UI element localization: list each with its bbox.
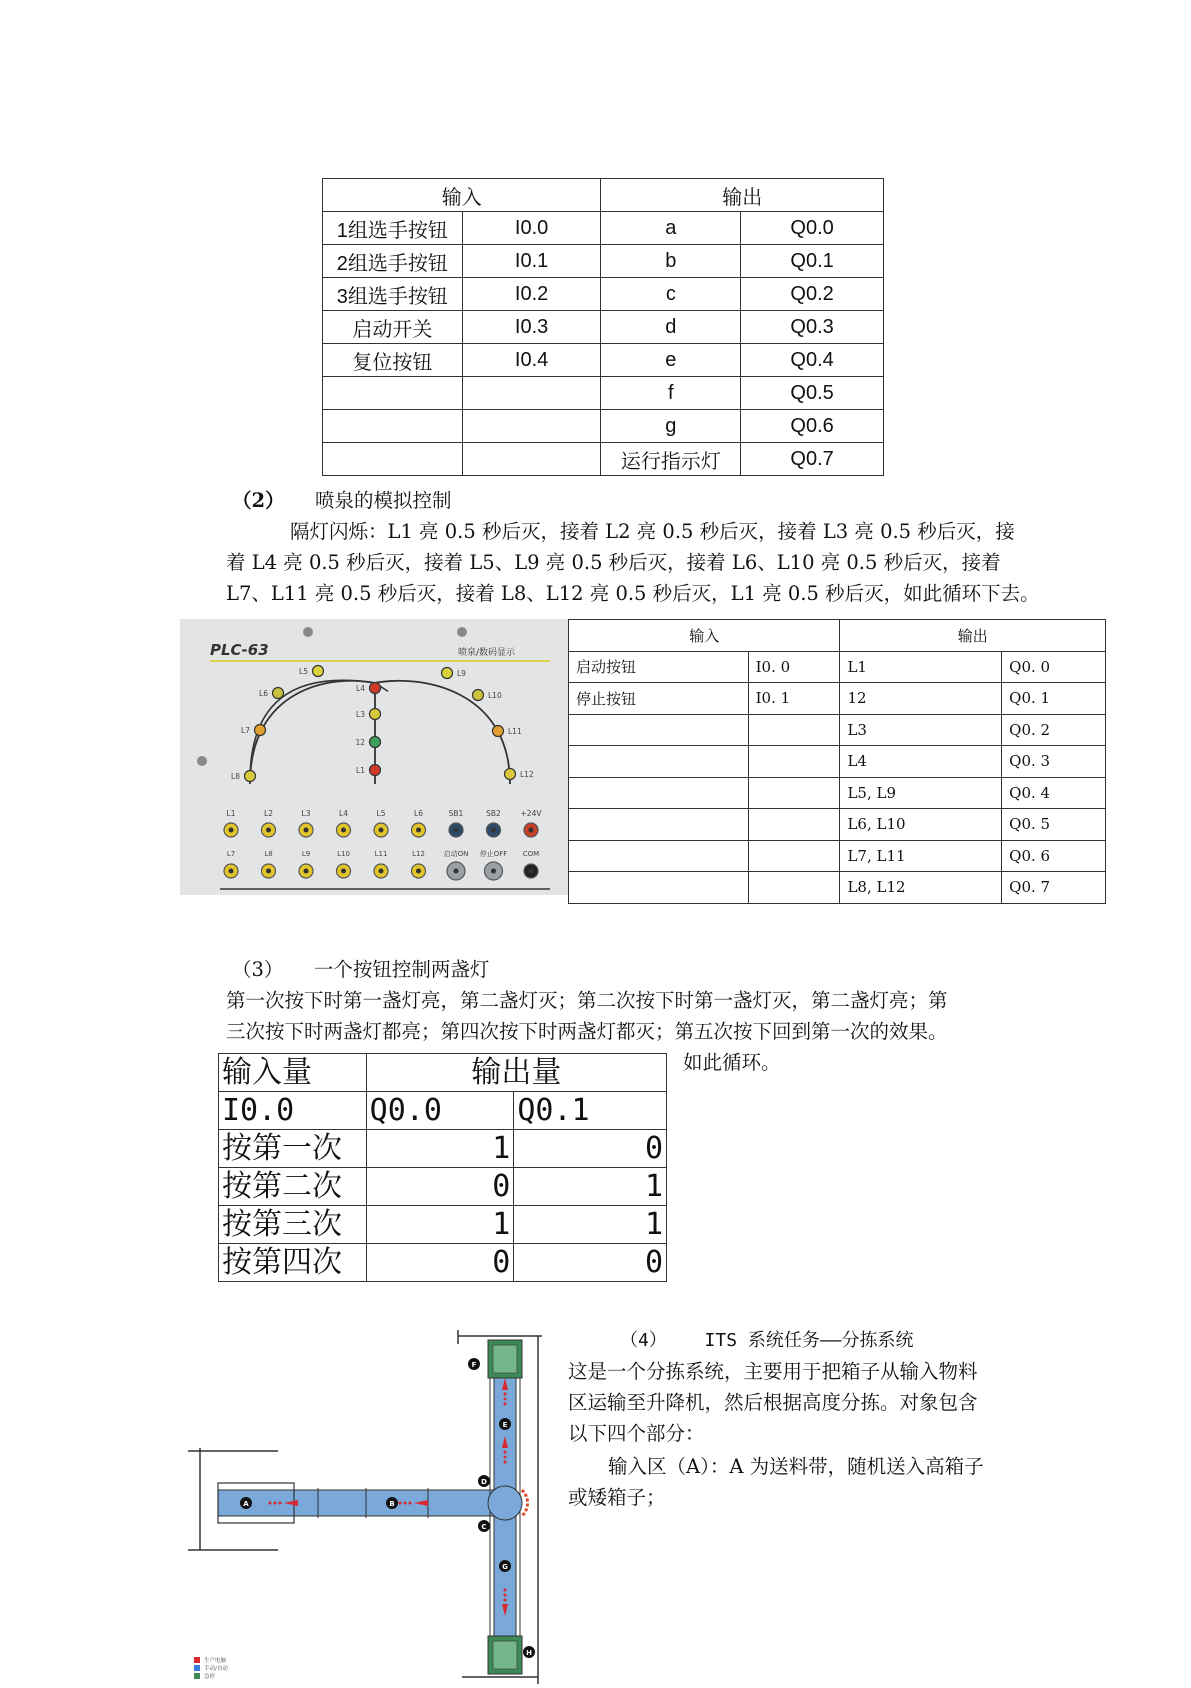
cell-in-name: 启动按钮 [569,651,749,683]
cell-out-name: L4 [840,746,1002,778]
cell-in-addr: I0.1 [462,245,601,278]
lamp-icon [505,769,516,780]
cell-out-name: L1 [840,651,1002,683]
lamp-icon [493,726,504,737]
cell-out-addr: Q0. 5 [1002,809,1106,841]
cell-in-name [569,809,749,841]
lamp-icon [273,688,284,699]
panel-subtitle: 喷泉/数码显示 [457,648,515,658]
lamp-icon [473,690,484,701]
table-row [219,1130,667,1168]
table-row [569,872,1106,904]
cell-in-addr [748,840,840,872]
marker-label: F [471,1361,477,1369]
cell-out-name: L5, L9 [840,777,1002,809]
cell-in-addr [748,777,840,809]
cell-q1: 0 [514,1244,667,1282]
cell-out-name: a [601,212,741,245]
cell-out-addr: Q0. 0 [1002,651,1106,683]
cell-in-addr: I0.3 [462,311,601,344]
section-title: ITS 系统任务——分拣系统 [704,1330,914,1351]
lamp-label: L7 [241,726,250,735]
table-row [569,651,1106,683]
section2-heading [232,485,452,516]
cell-out-name: b [601,245,741,278]
header-input: 输入 [569,620,840,652]
table-header-row [219,1054,667,1092]
lamp-icon [370,709,381,720]
cell-q0: 0 [366,1244,514,1282]
marker-label: D [481,1478,487,1486]
lamp-label: L5 [299,667,308,676]
cell-in-name [569,714,749,746]
lamp-icon [245,771,256,782]
table-row [569,714,1106,746]
table-row [219,1206,667,1244]
marker-label: B [389,1500,395,1508]
panel-drawing [180,619,568,895]
cell-out-name: 运行指示灯 [601,443,741,476]
cell-in-name: 复位按钮 [323,344,463,377]
section4-heading [620,1325,914,1356]
cell-out-addr: Q0. 7 [1002,872,1106,904]
paragraph-line: L7、L11 亮 0.5 秒后灭，接着 L8、L12 亮 0.5 秒后灭，L1 亮 0.5 秒后灭，如此循环下去。 [226,582,1040,605]
terminal-label: L6 [414,809,423,818]
cell-in-name [569,746,749,778]
section3-heading [232,954,489,985]
table-row [219,1244,667,1282]
paragraph-line: 以下四个部分： [568,1422,705,1445]
cell-q1: 0 [514,1130,667,1168]
table-row [569,777,1106,809]
sorter-drawing [188,1330,548,1684]
lamp-label: L11 [508,727,522,736]
cell-out-addr: Q0.5 [741,377,884,410]
paragraph-line: 这是一个分拣系统，主要用于把箱子从输入物料 [568,1360,978,1383]
cell-in-name: 3组选手按钮 [323,278,463,311]
cell-out-name: L6, L10 [840,809,1002,841]
marker-label: G [502,1563,508,1571]
header-output: 输出 [601,179,884,212]
sorting-system-diagram [188,1330,548,1684]
paragraph-line: 如此循环。 [683,1051,781,1074]
legend-label: 手动/自动 [204,1666,228,1672]
terminal-label: L7 [226,850,236,858]
cell-in-addr [748,872,840,904]
table-header-row [323,179,884,212]
lamp-icon [370,683,381,694]
terminal-label: L8 [264,850,273,858]
lamp-icon [370,737,381,748]
cell-label: 按第二次 [219,1168,367,1206]
cell-out-addr: Q0.2 [741,278,884,311]
cell-in-name: 启动开关 [323,311,463,344]
cell-in-name: 停止按钮 [569,683,749,715]
terminal-label: L5 [376,809,386,818]
cell-in-addr [462,410,601,443]
table-row [219,1168,667,1206]
terminal-label: 停止OFF [479,850,508,858]
table-header-row [569,620,1106,652]
lamp-label: L10 [488,691,502,700]
terminal-label: COM [522,850,540,858]
table-subheader-row [219,1092,667,1130]
marker-label: E [502,1421,508,1429]
cell-in-name [323,377,463,410]
cell-in-addr: I0. 0 [748,651,840,683]
table-row [323,245,884,278]
paragraph-line: 三次按下时两盏灯都亮；第四次按下时两盏灯都灭；第五次按下回到第一次的效果。 [226,1020,948,1043]
marker-label: C [481,1523,487,1531]
table-row [323,377,884,410]
terminal-label: L11 [374,850,388,858]
paragraph-line: 第一次按下时第一盏灯亮，第二盏灯灭；第二次按下时第一盏灯灭，第二盏灯亮；第 [226,989,948,1012]
cell-out-addr: Q0.7 [741,443,884,476]
section-title: 一个按钮控制两盏灯 [313,958,490,981]
lamp-label: 12 [355,738,365,747]
section-number: （4） [620,1330,667,1351]
cell-q0: 0 [366,1168,514,1206]
cell-out-name: e [601,344,741,377]
cell-out-name: L3 [840,714,1002,746]
cell-out-name: 12 [840,683,1002,715]
header-input: 输入量 [219,1054,367,1092]
cell-in-addr: I0.0 [462,212,601,245]
table-row [569,683,1106,715]
lamp-label: L9 [457,669,466,678]
truth-table [218,1053,667,1282]
cell-in-name [569,872,749,904]
io-table-fountain [568,619,1106,904]
table-row [569,809,1106,841]
table-row [323,311,884,344]
cell-out-addr: Q0.1 [741,245,884,278]
cell-in-name [569,777,749,809]
cell-in-addr: I0.2 [462,278,601,311]
legend-swatch [194,1665,200,1671]
marker-label: H [526,1649,532,1657]
cell-in-name [323,443,463,476]
table-row [323,278,884,311]
cell-in-addr: I0. 1 [748,683,840,715]
cell-q0: 1 [366,1130,514,1168]
paragraph-line: 隔灯闪烁：L1 亮 0.5 秒后灭，接着 L2 亮 0.5 秒后灭，接着 L3 亮 0.5 秒后灭，接 [290,520,1015,543]
table-row [569,840,1106,872]
terminal-label: L3 [301,809,311,818]
cell-in-addr [748,746,840,778]
paragraph-line: 着 L4 亮 0.5 秒后灭，接着 L5、L9 亮 0.5 秒后灭，接着 L6、L10 亮 0.5 秒后灭，接着 [226,551,1001,574]
paragraph-line: 输入区（A）：A 为送料带，随机送入高箱子 [608,1455,984,1478]
cell-in-name: 2组选手按钮 [323,245,463,278]
lamp-icon [370,765,381,776]
terminal-label: L9 [301,850,311,858]
cell-out-addr: Q0.3 [741,311,884,344]
cell-in-name [569,840,749,872]
cell-q0: 1 [366,1206,514,1244]
lamp-label: L4 [356,684,365,693]
header-output: 输出 [840,620,1106,652]
terminal-label: L12 [412,850,425,858]
cell-in-name: 1组选手按钮 [323,212,463,245]
paragraph-line: 区运输至升降机，然后根据高度分拣。对象包含 [568,1391,978,1414]
lamp-icon [255,725,266,736]
table-row [569,746,1106,778]
cell-out-name: L7, L11 [840,840,1002,872]
sub-input: I0.0 [219,1092,367,1130]
terminal-label: SB2 [486,809,501,818]
section-number: （3） [232,958,284,981]
lamp-label: L1 [356,766,365,775]
cell-in-addr [748,809,840,841]
lamp-icon [442,668,453,679]
io-table-quiz [322,178,884,476]
terminal-label: L4 [339,809,348,818]
cell-out-name: d [601,311,741,344]
section-title: 喷泉的模拟控制 [314,489,452,512]
lamp-icon [313,666,324,677]
cell-out-name: c [601,278,741,311]
legend-swatch [194,1673,200,1679]
lamp-label: L8 [231,772,240,781]
legend-label: 生产电脑 [204,1658,227,1664]
terminal-label: SB1 [448,809,464,818]
table-row [323,410,884,443]
terminal-label: 启动ON [443,850,469,858]
cell-in-addr [462,443,601,476]
cell-out-addr: Q0. 1 [1002,683,1106,715]
terminal-label: L2 [264,809,273,818]
cell-out-addr: Q0. 2 [1002,714,1106,746]
cell-label: 按第一次 [219,1130,367,1168]
lamp-label: L3 [356,710,365,719]
header-output: 输出量 [366,1054,666,1092]
cell-out-addr: Q0. 4 [1002,777,1106,809]
cell-in-name [323,410,463,443]
cell-q1: 1 [514,1206,667,1244]
cell-out-addr: Q0. 6 [1002,840,1106,872]
table-row [323,443,884,476]
cell-q1: 1 [514,1168,667,1206]
sub-q1: Q0.1 [514,1092,667,1130]
cell-in-addr: I0.4 [462,344,601,377]
table-row [323,212,884,245]
legend-label: 急停 [204,1674,216,1680]
cell-out-addr: Q0.4 [741,344,884,377]
section-number: （2） [232,489,285,512]
lamp-label: L6 [259,689,268,698]
lamp-label: L12 [520,770,534,779]
legend-swatch [194,1657,200,1663]
cell-out-name: g [601,410,741,443]
cell-out-addr: Q0.0 [741,212,884,245]
sub-q0: Q0.0 [366,1092,514,1130]
terminal-label: +24V [520,809,542,818]
header-input: 输入 [323,179,601,212]
marker-label: A [243,1500,249,1508]
terminal-label: L10 [337,850,350,858]
cell-label: 按第四次 [219,1244,367,1282]
cell-in-addr [462,377,601,410]
fountain-panel-photo [180,619,568,895]
cell-label: 按第三次 [219,1206,367,1244]
cell-out-name: f [601,377,741,410]
panel-brand: PLC-63 [210,641,269,659]
legend-group [194,1656,228,1680]
cell-out-addr: Q0.6 [741,410,884,443]
paragraph-line: 或矮箱子； [568,1486,666,1509]
terminal-label: L1 [226,809,236,818]
table-row [323,344,884,377]
cell-out-name: L8, L12 [840,872,1002,904]
cell-out-addr: Q0. 3 [1002,746,1106,778]
cell-in-addr [748,714,840,746]
